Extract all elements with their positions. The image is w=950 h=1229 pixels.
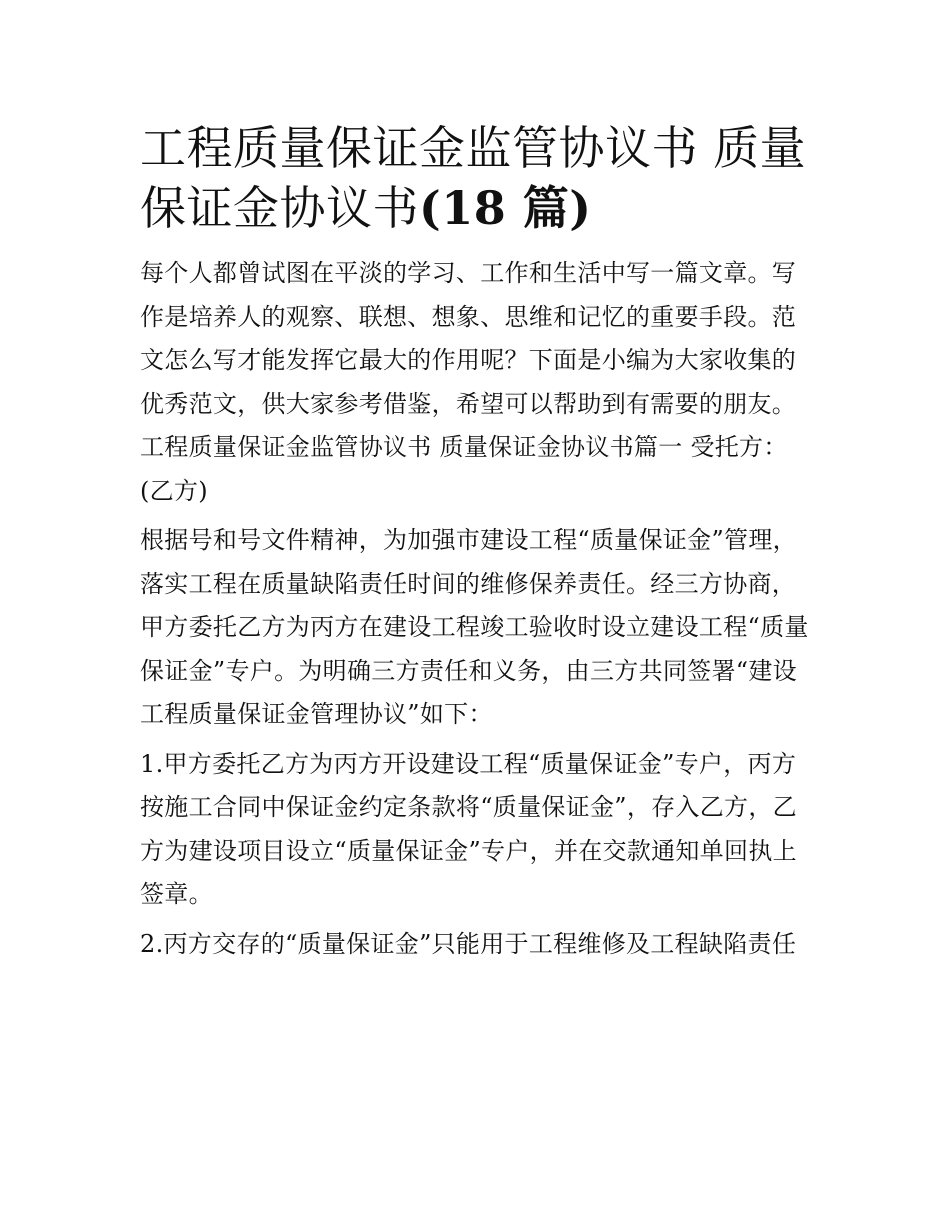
document-title	[140, 118, 812, 238]
intro-paragraph: 每个人都曾试图在平淡的学习、工作和生活中写一篇文章。写作是培养人的观察、联想、想象、思维和记忆的重要手段。范文怎么写才能发挥它最大的作用呢？下面是小编为大家收集的优秀范文，供大家参考借鉴，希望可以帮助到有需要的朋友。	[140, 259, 797, 418]
clause-1-paragraph: 1.甲方委托乙方为丙方开设建设工程“质量保证金”专户，丙方按施工合同中保证金约定条款将“质量保证金”，存入乙方，乙方为建设项目设立“质量保证金”专户，并在交款通知单回执上签章。	[140, 749, 797, 908]
document-title-main: 工程质量保证金监管协议书 质量保证金协议书	[140, 121, 807, 235]
clause-2-paragraph: 2.丙方交存的“质量保证金”只能用于工程维修及工程缺陷责任	[140, 929, 797, 958]
section-heading-paragraph: 工程质量保证金监管协议书 质量保证金协议书篇一 受托方：(乙方)	[140, 433, 788, 505]
document-content	[140, 118, 812, 966]
agreement-preamble-paragraph: 根据号和号文件精神，为加强市建设工程“质量保证金”管理，落实工程在质量缺陷责任时间的维修保养责任。经三方协商，甲方委托乙方为丙方在建设工程竣工验收时设立建设工程“质量保证金”专户。为明确三方责任和义务，由三方共同签署“建设工程质量保证金管理协议”如下：	[140, 526, 809, 728]
document-title-suffix: (18 篇)	[419, 181, 592, 235]
